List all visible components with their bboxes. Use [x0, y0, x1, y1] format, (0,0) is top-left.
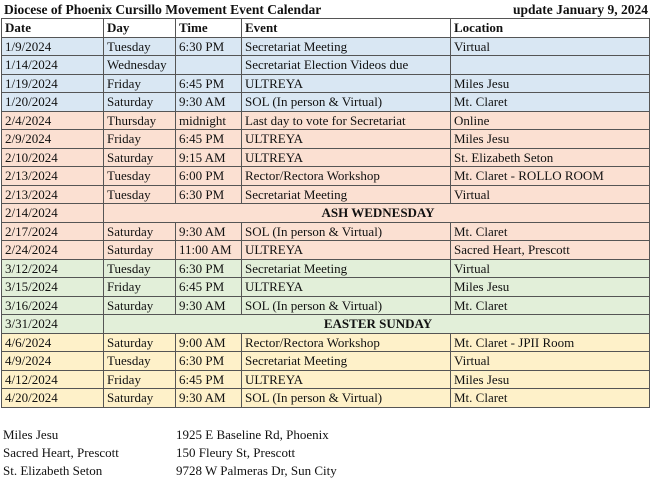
cell-date: 3/15/2024 — [2, 278, 104, 297]
cell-day: Saturday — [104, 93, 176, 112]
cell-day: Wednesday — [104, 56, 176, 75]
cell-time: midnight — [176, 111, 242, 130]
table-row — [2, 167, 650, 186]
table-row — [2, 130, 650, 149]
column-header-event: Event — [242, 19, 451, 38]
cell-time: 9:30 AM — [176, 222, 242, 241]
cell-time: 6:45 PM — [176, 74, 242, 93]
cell-day: Tuesday — [104, 259, 176, 278]
event-calendar-table — [1, 18, 650, 408]
column-header-day: Day — [104, 19, 176, 38]
cell-date: 1/20/2024 — [2, 93, 104, 112]
cell-day: Tuesday — [104, 185, 176, 204]
cell-event: SOL (In person & Virtual) — [242, 389, 451, 408]
cell-event: Secretariat Meeting — [242, 185, 451, 204]
cell-date: 1/9/2024 — [2, 37, 104, 56]
cell-location: Virtual — [451, 259, 650, 278]
cell-location: Mt. Claret — [451, 389, 650, 408]
cell-location: Mt. Claret — [451, 222, 650, 241]
cell-day: Friday — [104, 370, 176, 389]
address-street: 9728 W Palmeras Dr, Sun City — [176, 463, 337, 478]
table-row — [2, 111, 650, 130]
address-street: 1925 E Baseline Rd, Phoenix — [176, 427, 329, 442]
cell-time — [176, 56, 242, 75]
cell-location: St. Elizabeth Seton — [451, 148, 650, 167]
cell-day: Saturday — [104, 333, 176, 352]
cell-event: Rector/Rectora Workshop — [242, 167, 451, 186]
cell-day: Tuesday — [104, 167, 176, 186]
cell-date: 2/13/2024 — [2, 167, 104, 186]
table-row — [2, 278, 650, 297]
cell-date: 4/20/2024 — [2, 389, 104, 408]
cell-day: Friday — [104, 278, 176, 297]
cell-date: 1/14/2024 — [2, 56, 104, 75]
address-name: Miles Jesu — [3, 427, 59, 442]
cell-time: 9:30 AM — [176, 296, 242, 315]
table-row — [2, 74, 650, 93]
address-name: Sacred Heart, Prescott — [3, 445, 119, 460]
cell-location: Sacred Heart, Prescott — [451, 241, 650, 260]
cell-date: 4/6/2024 — [2, 333, 104, 352]
cell-date: 2/13/2024 — [2, 185, 104, 204]
cell-day: Thursday — [104, 111, 176, 130]
table-row — [2, 185, 650, 204]
table-row — [2, 93, 650, 112]
cell-time: 6:30 PM — [176, 352, 242, 371]
cell-date: 2/4/2024 — [2, 111, 104, 130]
cell-day: Saturday — [104, 241, 176, 260]
table-row — [2, 370, 650, 389]
cell-location: Mt. Claret - ROLLO ROOM — [451, 167, 650, 186]
cell-event: Secretariat Meeting — [242, 37, 451, 56]
cell-day: Tuesday — [104, 352, 176, 371]
cell-time: 9:15 AM — [176, 148, 242, 167]
table-row — [2, 222, 650, 241]
table-row — [2, 352, 650, 371]
address-name: St. Elizabeth Seton — [3, 463, 103, 478]
cell-location: Online — [451, 111, 650, 130]
page-header — [2, 2, 648, 18]
cell-location: Mt. Claret - JPII Room — [451, 333, 650, 352]
cell-time: 6:00 PM — [176, 167, 242, 186]
cell-event: SOL (In person & Virtual) — [242, 296, 451, 315]
table-row — [2, 56, 650, 75]
cell-event: Last day to vote for Secretariat — [242, 111, 451, 130]
cell-event: SOL (In person & Virtual) — [242, 93, 451, 112]
cell-date: 2/9/2024 — [2, 130, 104, 149]
cell-time: 6:45 PM — [176, 130, 242, 149]
cell-time: 9:00 AM — [176, 333, 242, 352]
cell-event: Secretariat Meeting — [242, 259, 451, 278]
cell-day: Friday — [104, 130, 176, 149]
cell-date: 2/24/2024 — [2, 241, 104, 260]
cell-event: ULTREYA — [242, 370, 451, 389]
cell-location: Mt. Claret — [451, 296, 650, 315]
column-header-location: Location — [451, 19, 650, 38]
cell-time: 6:30 PM — [176, 185, 242, 204]
cell-event: ULTREYA — [242, 278, 451, 297]
cell-day: Friday — [104, 74, 176, 93]
cell-day: Saturday — [104, 389, 176, 408]
cell-date: 3/31/2024 — [2, 315, 104, 334]
cell-time: 6:30 PM — [176, 37, 242, 56]
cell-location: Miles Jesu — [451, 130, 650, 149]
cell-location: Virtual — [451, 352, 650, 371]
address-streets — [176, 426, 337, 480]
column-header-date: Date — [2, 19, 104, 38]
cell-time: 6:45 PM — [176, 278, 242, 297]
calendar-title: Diocese of Phoenix Cursillo Movement Event Calendar — [4, 2, 322, 17]
table-row — [2, 259, 650, 278]
cell-location — [451, 56, 650, 75]
cell-date: 2/14/2024 — [2, 204, 104, 223]
cell-event: Secretariat Election Videos due — [242, 56, 451, 75]
cell-event: ULTREYA — [242, 148, 451, 167]
cell-day: Tuesday — [104, 37, 176, 56]
address-names — [3, 426, 119, 480]
cell-event: ULTREYA — [242, 130, 451, 149]
cell-date: 3/16/2024 — [2, 296, 104, 315]
table-row — [2, 241, 650, 260]
cell-location: Miles Jesu — [451, 370, 650, 389]
cell-date: 1/19/2024 — [2, 74, 104, 93]
table-row — [2, 37, 650, 56]
cell-time: 6:30 PM — [176, 259, 242, 278]
cell-location: Mt. Claret — [451, 93, 650, 112]
cell-time: 6:45 PM — [176, 370, 242, 389]
cell-location: Virtual — [451, 185, 650, 204]
cell-location: Miles Jesu — [451, 278, 650, 297]
cell-day: Saturday — [104, 148, 176, 167]
table-body — [2, 37, 650, 407]
table-row — [2, 204, 650, 223]
cell-day: Saturday — [104, 222, 176, 241]
cell-event: Secretariat Meeting — [242, 352, 451, 371]
cell-holiday: EASTER SUNDAY — [104, 315, 650, 334]
column-header-time: Time — [176, 19, 242, 38]
table-header-row — [2, 19, 650, 38]
cell-location: Miles Jesu — [451, 74, 650, 93]
cell-event: ULTREYA — [242, 74, 451, 93]
table-row — [2, 148, 650, 167]
table-row — [2, 389, 650, 408]
cell-day: Saturday — [104, 296, 176, 315]
table-row — [2, 333, 650, 352]
address-street: 150 Fleury St, Prescott — [176, 445, 296, 460]
cell-time: 11:00 AM — [176, 241, 242, 260]
cell-date: 4/9/2024 — [2, 352, 104, 371]
table-row — [2, 315, 650, 334]
cell-event: ULTREYA — [242, 241, 451, 260]
cell-date: 4/12/2024 — [2, 370, 104, 389]
cell-time: 9:30 AM — [176, 389, 242, 408]
cell-time: 9:30 AM — [176, 93, 242, 112]
cell-holiday: ASH WEDNESDAY — [104, 204, 650, 223]
cell-event: Rector/Rectora Workshop — [242, 333, 451, 352]
cell-date: 2/17/2024 — [2, 222, 104, 241]
cell-date: 3/12/2024 — [2, 259, 104, 278]
update-date: update January 9, 2024 — [512, 2, 648, 17]
cell-event: SOL (In person & Virtual) — [242, 222, 451, 241]
table-row — [2, 296, 650, 315]
cell-date: 2/10/2024 — [2, 148, 104, 167]
cell-location: Virtual — [451, 37, 650, 56]
